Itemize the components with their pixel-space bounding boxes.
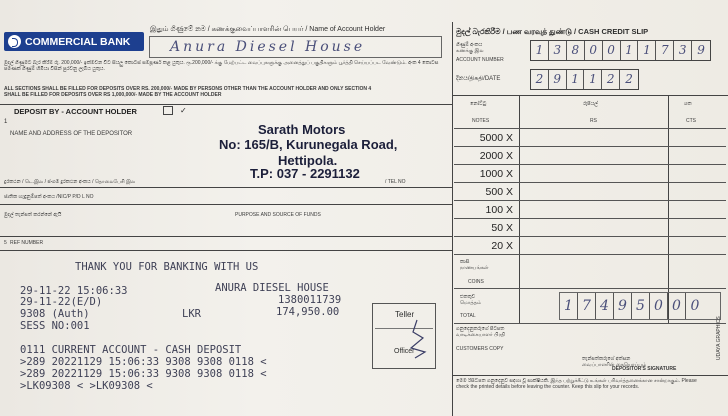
- depositor-signature-label: DEPOSITOR'S SIGNATURE: [612, 366, 677, 372]
- total-digit: 4: [596, 293, 614, 319]
- stamp-address-2: Hettipola.: [278, 153, 338, 168]
- account-digit: 3: [549, 41, 567, 60]
- nic-label: ජාතික හැඳුනුම්පත් අංකය /NIC/P P/D L NO: [4, 194, 94, 200]
- receipt-line-7: >289 20221129 15:06:33 9308 9308 0118 <: [20, 368, 267, 380]
- tel-label: / TEL NO: [385, 179, 406, 185]
- total-digit: 9: [614, 293, 632, 319]
- note-denomination: 1000 X: [479, 168, 513, 180]
- account-number-label: ACCOUNT NUMBER: [456, 57, 504, 63]
- date-digit: 1: [584, 70, 602, 89]
- date-digit: 2: [625, 72, 633, 86]
- account-digit: 1: [531, 41, 549, 60]
- total-digit: 0: [690, 298, 700, 314]
- fine-print: මුදල් ගිණුමට බැර කිරීම් රු. 200,000/- ඉක්මවන විට සියලු කොටස් සම්පූර්ණ කළ යුතුය. ரூ.200,000/- க்கு மேற்பட்ட வைப்புகளுக்கு அனைத்துப் பகுதிகளும் பூர்த்தி செய்யப்பட வேண்டும். අංක 4 කොටස පමණක් ගිණුම් හිමියා විසින් පුරවනු ලැබිය යුතුය.: [4, 60, 439, 72]
- note-denomination: 50 X: [491, 222, 513, 234]
- account-number-label-si: ගිණුම් අංකය கணக்கு இல: [456, 42, 484, 54]
- stamp-phone: T.P: 037 - 2291132: [250, 166, 360, 181]
- name-address-label: NAME AND ADDRESS OF THE DEPOSITOR: [10, 131, 133, 137]
- notes-row[interactable]: [454, 236, 726, 254]
- date-digit: 2: [602, 70, 620, 89]
- total-digit: 0: [650, 293, 668, 319]
- divider: [0, 236, 452, 237]
- notes-row[interactable]: [454, 146, 726, 164]
- account-digit: 9: [697, 43, 705, 57]
- deposit-by-label: DEPOSIT BY - ACCOUNT HOLDER: [14, 107, 137, 116]
- col-notes-si: නෝට්ටු: [470, 101, 487, 107]
- checkbox-mark: ✓: [180, 106, 187, 115]
- customers-copy-si: ගනුදෙනුකරුගේ පිටපත வாடிக்கையாளர் பிரதி: [456, 326, 506, 338]
- note-denomination: 2000 X: [479, 150, 513, 162]
- note-denomination: 20 X: [491, 240, 513, 252]
- date-digit: 9: [549, 70, 567, 89]
- ref-label: REF NUMBER: [10, 240, 44, 246]
- receipt-line-3-left: 9308 (Auth): [20, 308, 90, 320]
- printer-credit: UDAYA GRAPHICS: [716, 316, 722, 360]
- instructions-line-2: SHALL BE FILLED FOR DEPOSITS OVER RS 1,000,000/- MADE BY THE ACCOUNT HOLDER: [4, 92, 222, 98]
- note-denomination: 500 X: [485, 186, 513, 198]
- col-rs-si: රුපියල්: [583, 101, 598, 107]
- receipt-line-6: >289 20221129 15:06:33 9308 9308 0118 <: [20, 356, 267, 368]
- account-digit: 3: [674, 41, 692, 60]
- col-cts-si: ශත: [684, 101, 692, 107]
- receipt-line-2-right: 1380011739: [278, 294, 342, 306]
- col-rs: RS: [590, 118, 597, 124]
- receipt-line-8: >LK09308 < >LK09308 <: [20, 380, 153, 392]
- total-digit: 5: [632, 293, 650, 319]
- col-cts: CTS: [686, 118, 696, 124]
- total-digit: 7: [578, 293, 596, 319]
- account-name-value: Anura Diesel House: [170, 39, 366, 55]
- customers-copy-label: CUSTOMERS COPY: [456, 346, 504, 352]
- bank-logo-icon: [8, 35, 21, 48]
- date-digit: 2: [531, 70, 549, 89]
- divider: [0, 187, 452, 188]
- purpose-label: PURPOSE AND SOURCE OF FUNDS: [235, 212, 321, 218]
- account-digit: 1: [621, 41, 639, 60]
- coins-label: COINS: [468, 279, 484, 285]
- bank-name: COMMERCIAL BANK: [25, 35, 131, 48]
- notes-row[interactable]: [454, 218, 726, 236]
- total-digit: 0: [668, 293, 686, 319]
- officer-label: Officer: [394, 348, 415, 355]
- depositor-sig-si: තැන්පත්කරුගේ අත්සන வைப்பாளரின் கையொப்பம்: [582, 356, 647, 368]
- receipt-line-2-left: 29-11-22(E/D): [20, 296, 103, 308]
- purpose-label-si: මුදල් තැන්පත් කරන්නේ ඇයි: [4, 212, 62, 218]
- account-name-label: இதும் ගිණුමේ නම / கணக்குவைப்பாளரின் பெயர் / Name of Account Holder: [150, 26, 386, 33]
- receipt-line-4: SESS NO:001: [20, 320, 90, 332]
- section-num-1: 1: [4, 119, 8, 125]
- notes-row[interactable]: [454, 164, 726, 182]
- vertical-divider: [452, 22, 453, 416]
- teller-signature-icon: [403, 318, 433, 360]
- divider: [0, 104, 452, 105]
- teller-label: Teller: [395, 310, 415, 319]
- date-boxes[interactable]: [530, 69, 639, 90]
- receipt-line-1-right: ANURA DIESEL HOUSE: [215, 282, 329, 294]
- account-digit: 8: [567, 41, 585, 60]
- bank-logo: [4, 32, 144, 51]
- account-digit: 7: [656, 41, 674, 60]
- divider: [0, 250, 452, 251]
- phone-row-label: දුරකථන / டெ.இல / ජංගම දුරකථන අංකය / தொலைபேசி இல: [4, 179, 136, 185]
- note-denomination: 5000 X: [479, 132, 513, 144]
- stamp-name: Sarath Motors: [258, 122, 346, 137]
- stamp-address-1: No: 165/B, Kurunegala Road,: [219, 137, 398, 152]
- date-label: දිනය/திகதி/DATE: [456, 76, 501, 82]
- total-boxes[interactable]: [559, 292, 721, 320]
- total-digit: 1: [560, 293, 578, 319]
- receipt-line-1-left: 29-11-22 15:06:33: [20, 285, 128, 297]
- total-label-si: එකතුව மொத்தம்: [460, 294, 482, 306]
- account-name-box[interactable]: [149, 36, 442, 58]
- receipt-line-5: 0111 CURRENT ACCOUNT - CASH DEPOSIT: [20, 344, 242, 356]
- divider: [0, 204, 452, 205]
- total-label: TOTAL: [460, 313, 476, 319]
- account-digit: 0: [585, 41, 603, 60]
- account-digit: 0: [603, 41, 621, 60]
- receipt-line-3-mid: LKR: [182, 308, 201, 320]
- ref-num: 5: [4, 240, 7, 246]
- receipt-thanks: THANK YOU FOR BANKING WITH US: [75, 261, 259, 273]
- account-number-boxes[interactable]: [530, 40, 711, 61]
- notes-row[interactable]: [454, 200, 726, 218]
- account-digit: 1: [638, 41, 656, 60]
- divider: [452, 375, 728, 376]
- col-notes: NOTES: [472, 118, 490, 124]
- instructions-line-1: ALL SECTIONS SHALL BE FILLED FOR DEPOSITS OVER RS. 200,000/- MADE BY PERSONS OTHER THAN THE ACCOUNT HOLDER AND ONLY SECTION 4: [4, 86, 372, 92]
- footer-fine-print: මෙම රිසිට්පත ගනුදෙනුව සඳහා වූ සාක්ෂියකි. இந்த பற்றுச்சீட்டு உங்கள் பரிவர்த்தனைக்கான சான்றாகும். Please check the printed details before leaving the counter. Keep this slip for your records.: [456, 378, 697, 390]
- coins-row[interactable]: [454, 254, 726, 288]
- note-denomination: 100 X: [485, 204, 513, 216]
- teller-box: [372, 303, 436, 369]
- slip-title: මුදල් බැරකිරීම / பண வரவுத் துண்டு / CASH CREDIT SLIP: [456, 27, 649, 36]
- notes-row[interactable]: [454, 182, 726, 200]
- divider: [452, 95, 728, 96]
- receipt-amount: 174,950.00: [276, 306, 340, 318]
- coins-label-si: කාසි நாணயங்கள்: [460, 259, 489, 271]
- date-digit: 1: [567, 70, 585, 89]
- notes-row[interactable]: [454, 128, 726, 146]
- account-holder-checkbox[interactable]: [163, 106, 173, 115]
